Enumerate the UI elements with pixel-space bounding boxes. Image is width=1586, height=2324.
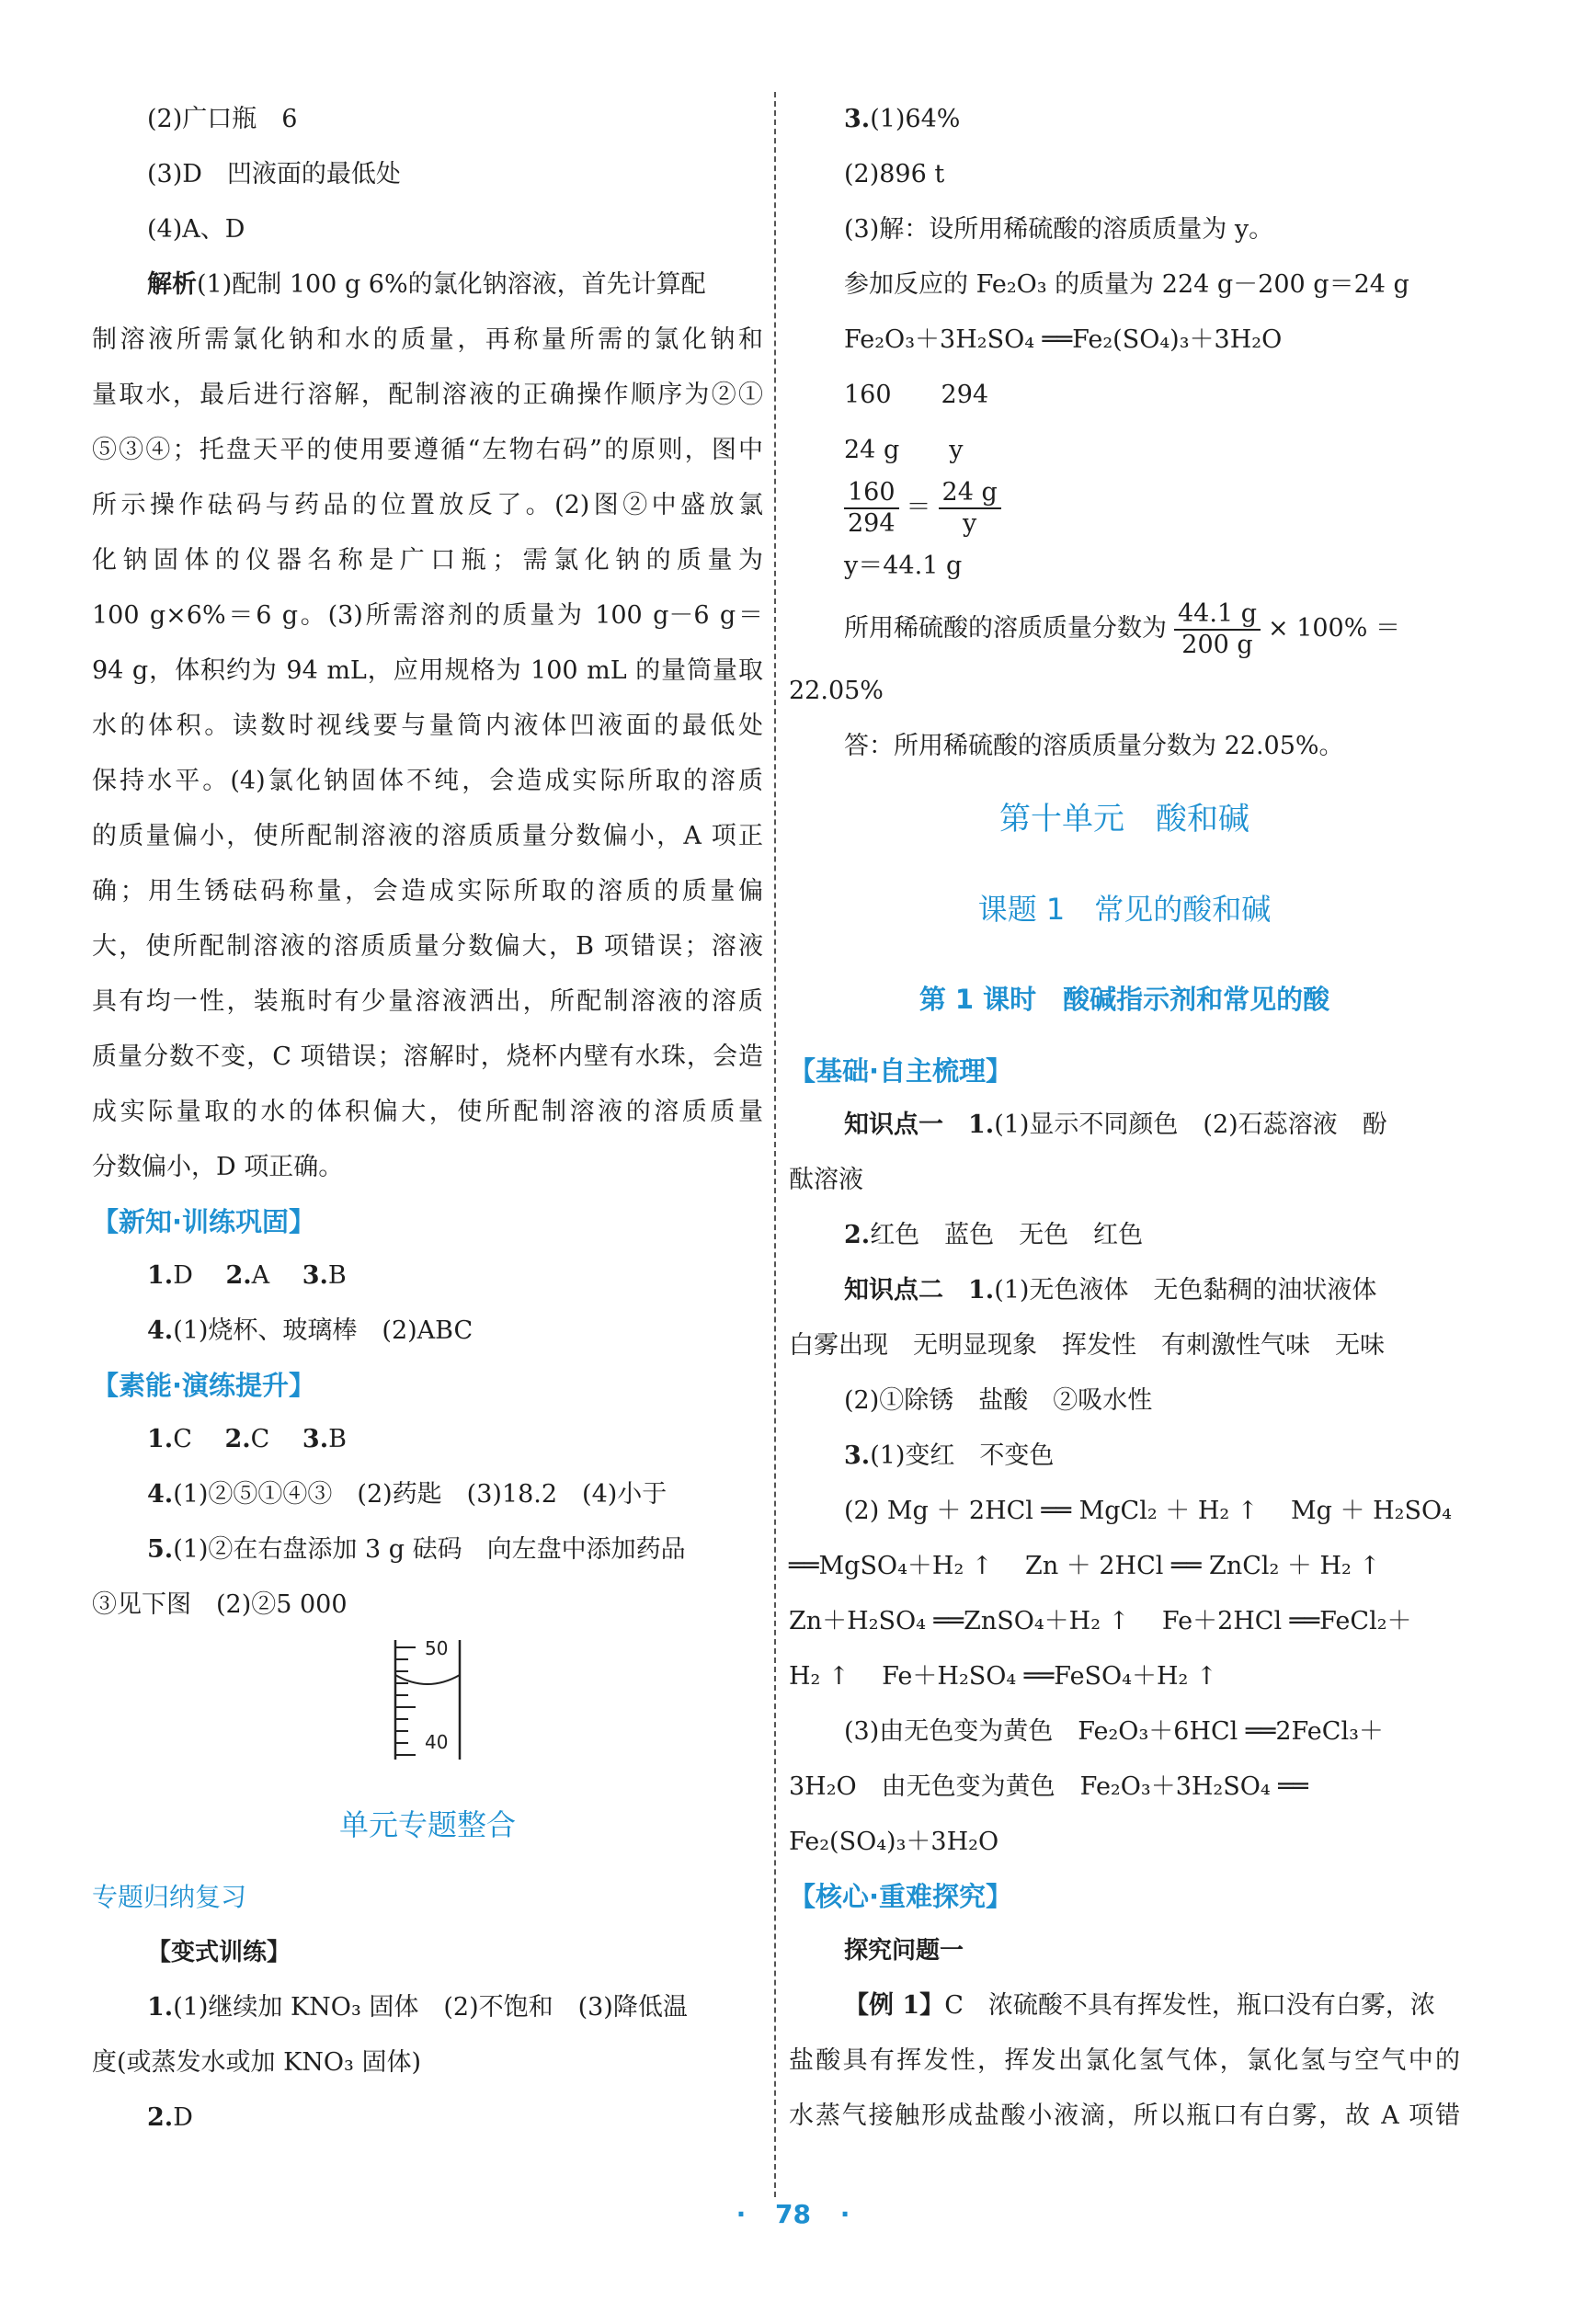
analysis-text: (1)配制 100 g 6%的氯化钠溶液，首先计算配 <box>197 270 706 299</box>
analysis-line: 确；用生锈砝码称量，会造成实际所取的溶质的质量偏 <box>92 877 763 906</box>
question-number: 1. <box>147 1425 174 1453</box>
question-number: 4. <box>147 1480 174 1509</box>
percentage-line <box>789 594 1460 664</box>
column-divider <box>774 92 776 2197</box>
variant-title: 【变式训练】 <box>147 1939 291 1966</box>
question-number: 3. <box>302 1425 329 1453</box>
denominator: 294 <box>848 509 896 538</box>
answer-row: 参加反应的 Fe₂O₃ 的质量为 224 g－200 g＝24 g <box>844 270 1409 299</box>
section-title-jichu: 【基础·自主梳理】 <box>789 1055 1013 1087</box>
equation-line: Zn＋H₂SO₄ ══ZnSO₄＋H₂ ↑ Fe＋2HCl ══FeCl₂＋ <box>789 1607 1412 1635</box>
question-number: 3. <box>844 1441 871 1470</box>
ratio-row: 160 294 <box>844 381 989 409</box>
answer-text: A <box>251 1261 295 1290</box>
answer-row <box>92 1412 763 1467</box>
result-line: y＝44.1 g <box>844 552 963 580</box>
answer-text: D <box>173 2103 193 2132</box>
review-title: 专题归纳复习 <box>92 1882 247 1912</box>
percentage-value: 22.05% <box>789 677 884 705</box>
analysis-line: 具有均一性，装瓶时有少量溶液洒出，所配制溶液的溶质 <box>92 987 763 1016</box>
knowledge-point-cont: (2)①除锈 盐酸 ②吸水性 <box>844 1386 1153 1415</box>
knowledge-point <box>789 1429 1460 1484</box>
knowledge-point-cont: 白雾出现 无明显现象 挥发性 有刺激性气味 无味 <box>789 1331 1385 1360</box>
equation-line: H₂ ↑ Fe＋H₂SO₄ ══FeSO₄＋H₂ ↑ <box>789 1662 1217 1691</box>
equation-line: (2) Mg ＋ 2HCl ══ MgCl₂ ＋ H₂ ↑ Mg ＋ H₂SO₄ <box>844 1497 1452 1525</box>
page-number-value: 78 <box>775 2199 811 2229</box>
answer-text: C <box>173 1425 217 1453</box>
answer-text: C <box>250 1425 295 1453</box>
answer-line: (4)A、D <box>147 215 245 244</box>
analysis-line: 水的体积。读数时视线要与量筒内液体凹液面的最低处 <box>92 712 763 740</box>
analysis-line: ⑤③④；托盘天平的使用要遵循“左物右码”的原则，图中 <box>92 436 763 464</box>
example-line: 水蒸气接触形成盐酸小液滴，所以瓶口有白雾，故 A 项错 <box>789 2102 1460 2130</box>
example-text: C 浓硫酸不具有挥发性，瓶口没有白雾，浓 <box>944 1991 1435 2020</box>
kp-text: 红色 蓝色 无色 红色 <box>870 1221 1144 1249</box>
knowledge-point-cont: 酞溶液 <box>789 1166 863 1194</box>
page-dot-left: · <box>736 2199 747 2229</box>
analysis-line: 化钠固体的仪器名称是广口瓶；需氯化钠的质量为 <box>92 546 763 575</box>
answer-text: (1)②在右盘添加 3 g 砝码 向左盘中添加药品 <box>173 1535 686 1564</box>
question-number: 2. <box>147 2103 174 2132</box>
answer-line: (2)广口瓶 6 <box>147 105 298 133</box>
analysis-first-line <box>92 257 763 313</box>
answer-row <box>92 1467 763 1522</box>
denominator: 200 g <box>1181 630 1253 659</box>
analysis-line: 100 g×6%＝6 g。(3)所需溶剂的质量为 100 g－6 g＝ <box>92 601 763 630</box>
equation-line: (3)由无色变为黄色 Fe₂O₃＋6HCl ══2FeCl₃＋ <box>844 1717 1384 1746</box>
question-number: 2. <box>844 1221 871 1249</box>
example-label: 【例 1】 <box>844 1991 945 2020</box>
question-number: 1. <box>147 1993 174 2022</box>
question-number: 3. <box>302 1261 328 1290</box>
knowledge-point <box>789 1098 1460 1153</box>
section-title-suneng: 【素能·演练提升】 <box>92 1370 316 1401</box>
answer-text: B <box>327 1261 347 1290</box>
analysis-line: 保持水平。(4)氯化钠固体不纯，会造成实际所取的溶质 <box>92 767 763 795</box>
analysis-line: 94 g，体积约为 94 mL，应用规格为 100 mL 的量筒量取 <box>92 656 763 685</box>
fraction <box>939 478 1001 539</box>
answer-row <box>92 1980 763 2035</box>
answer-row <box>92 1248 763 1304</box>
knowledge-point <box>789 1208 1460 1263</box>
lesson-title: 课题 1 常见的酸和碱 <box>977 892 1272 927</box>
equation-line: 3H₂O 由无色变为黄色 Fe₂O₃＋3H₂SO₄ ══ <box>789 1772 1308 1801</box>
tick-label-50: 50 <box>425 1640 449 1659</box>
question-number: 2. <box>225 1261 252 1290</box>
question-number: 5. <box>147 1535 174 1564</box>
analysis-label: 解析 <box>147 270 197 299</box>
answer-row: (2)896 t <box>844 160 945 188</box>
analysis-line: 量取水，最后进行溶解，配制溶液的正确操作顺序为②① <box>92 381 763 409</box>
answer-text: B <box>328 1425 347 1453</box>
analysis-line: 制溶液所需氯化钠和水的质量，再称量所需的氯化钠和 <box>92 325 763 354</box>
numerator: 24 g <box>939 478 1001 509</box>
equation-line: Fe₂(SO₄)₃＋3H₂O <box>789 1828 999 1856</box>
equals-sign: ＝ <box>906 493 931 522</box>
answer-row: ③见下图 (2)②5 000 <box>92 1590 348 1619</box>
chemical-equation: Fe₂O₃＋3H₂SO₄ ══Fe₂(SO₄)₃＋3H₂O <box>844 325 1283 354</box>
analysis-line: 的质量偏小，使所配制溶液的溶质质量分数偏小，A 项正 <box>92 822 763 850</box>
kp-label: 知识点一 <box>844 1111 943 1139</box>
question-number: 2. <box>224 1425 251 1453</box>
answer-row: (3)解：设所用稀硫酸的溶质质量为 y。 <box>844 215 1274 244</box>
answer-row <box>92 1304 763 1359</box>
analysis-line: 大，使所配制溶液的溶质质量分数偏大，B 项错误；溶液 <box>92 932 763 961</box>
graduated-cylinder-figure <box>92 1633 763 1771</box>
answer-text: (1)64% <box>870 105 961 133</box>
proportion <box>789 478 1460 539</box>
answer-text: (1)烧杯、玻璃棒 (2)ABC <box>173 1316 474 1345</box>
example-line: 盐酸具有挥发性，挥发出氯化氢气体，氯化氢与空气中的 <box>789 2046 1460 2075</box>
numerator: 160 <box>844 478 899 509</box>
percentage-prefix: 所用稀硫酸的溶质质量分数为 <box>844 614 1167 643</box>
analysis-line: 成实际量取的水的体积偏大，使所配制溶液的溶质质量 <box>92 1098 763 1126</box>
tick-label-40: 40 <box>425 1731 449 1753</box>
period-title: 第 1 课时 酸碱指示剂和常见的酸 <box>919 984 1330 1015</box>
answer-row <box>789 92 1460 147</box>
fraction <box>844 478 899 539</box>
answer-row <box>92 1522 763 1578</box>
inquiry-title: 探究问题一 <box>844 1937 964 1965</box>
left-column <box>92 92 763 2146</box>
analysis-body <box>92 313 763 1195</box>
ratio-row: 24 g y <box>844 436 964 464</box>
question-number: 1. <box>968 1276 995 1304</box>
answer-statement: 答：所用稀硫酸的溶质质量分数为 22.05%。 <box>844 732 1344 760</box>
answer-text: D <box>173 1261 218 1290</box>
question-number: 1. <box>147 1261 174 1290</box>
analysis-line: 质量分数不变，C 项错误；溶解时，烧杯内壁有水珠，会造 <box>92 1042 763 1071</box>
unit-title: 第十单元 酸和碱 <box>999 801 1249 837</box>
kp-label: 知识点二 <box>844 1276 943 1304</box>
unit-summary-title: 单元专题整合 <box>338 1807 516 1842</box>
page-dot-right: · <box>839 2199 850 2229</box>
answer-row <box>92 2090 763 2146</box>
example-line <box>789 1978 1460 2034</box>
equation-line: ══MgSO₄＋H₂ ↑ Zn ＋ 2HCl ══ ZnCl₂ ＋ H₂ ↑ <box>789 1552 1381 1580</box>
fraction <box>1174 599 1261 660</box>
section-title-xinzhi: 【新知·训练巩固】 <box>92 1206 316 1237</box>
right-column <box>789 92 1460 2144</box>
answer-row: 度(或蒸发水或加 KNO₃ 固体) <box>92 2048 421 2077</box>
section-title-hexin: 【核心·重难探究】 <box>789 1881 1013 1912</box>
question-number: 4. <box>147 1316 174 1345</box>
question-number: 3. <box>844 105 871 133</box>
knowledge-point <box>789 1263 1460 1318</box>
page-number <box>0 2199 1586 2229</box>
kp-text: (1)变红 不变色 <box>870 1441 1055 1470</box>
cylinder-svg <box>377 1640 506 1769</box>
numerator: 44.1 g <box>1174 599 1261 631</box>
kp-text: (1)无色液体 无色黏稠的油状液体 <box>994 1276 1377 1304</box>
percentage-suffix: × 100% ＝ <box>1267 614 1400 643</box>
analysis-line: 分数偏小，D 项正确。 <box>92 1153 344 1181</box>
answer-line: (3)D 凹液面的最低处 <box>147 160 401 188</box>
analysis-line: 所示操作砝码与药品的位置放反了。(2)图②中盛放氯 <box>92 491 763 519</box>
question-number: 1. <box>968 1111 995 1139</box>
answer-text: (1)继续加 KNO₃ 固体 (2)不饱和 (3)降低温 <box>173 1993 688 2022</box>
denominator: y <box>963 509 977 538</box>
kp-text: (1)显示不同颜色 (2)石蕊溶液 酚 <box>994 1111 1387 1139</box>
answer-text: (1)②⑤①④③ (2)药匙 (3)18.2 (4)小于 <box>173 1480 667 1509</box>
